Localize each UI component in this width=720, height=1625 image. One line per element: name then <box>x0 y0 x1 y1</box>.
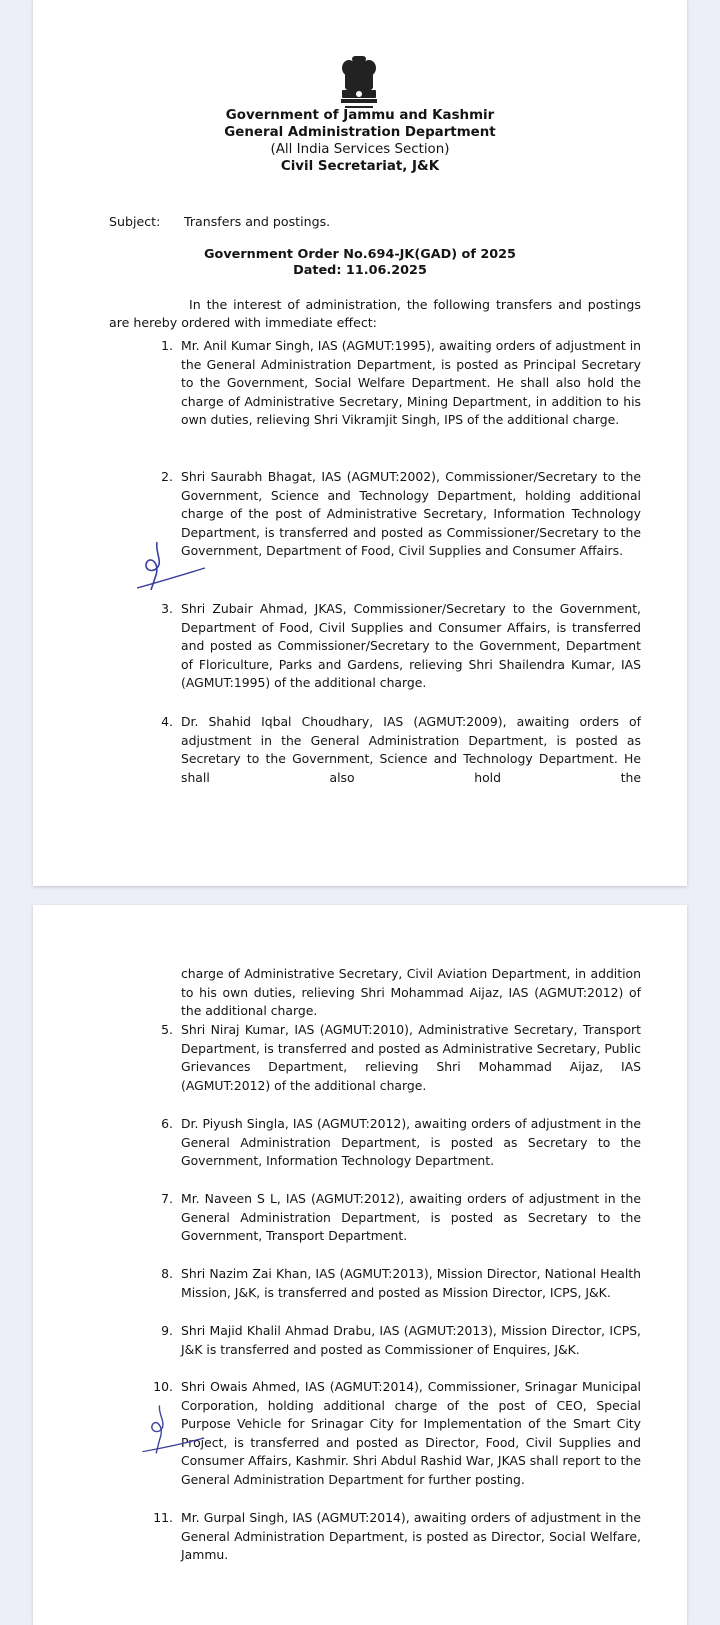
header-government: Government of Jammu and Kashmir <box>225 108 495 123</box>
subject-label: Subject: <box>109 214 161 229</box>
order-date: Dated: 11.06.2025 <box>293 263 427 278</box>
item-text: Shri Nazim Zai Khan, IAS (AGMUT:2013), Mission Director, National Health Mission, J&K, is transferred and posted as Mission Director, ICPS, J&K. <box>181 1266 641 1300</box>
list-item <box>153 1378 641 1490</box>
list-item <box>153 1509 641 1565</box>
subject-text: Transfers and postings. <box>184 214 331 229</box>
order-number: Government Order No.694-JK(GAD) of 2025 <box>204 247 516 262</box>
item-number: 5. <box>161 1022 173 1037</box>
list-item <box>161 1021 641 1095</box>
order-heading <box>33 247 687 279</box>
list-item <box>161 1115 641 1171</box>
item-text: Dr. Piyush Singla, IAS (AGMUT:2012), awaiting orders of adjustment in the General Administration Department, is posted as Secretary to the Government, Information Technology Department. <box>181 1116 641 1169</box>
subject-line <box>109 214 330 229</box>
item-text: Dr. Shahid Iqbal Choudhary, IAS (AGMUT:2009), awaiting orders of adjustment in the General Administration Department, is posted as Secretary to the Government, Science and Technology Department. He shall also hold the <box>181 714 641 785</box>
item-text: Shri Owais Ahmed, IAS (AGMUT:2014), Commissioner, Srinagar Municipal Corporation, holding additional charge of the post of CEO, Special Purpose Vehicle for Srinagar City for Implementation of the Smart City Project, is transferred and posted as Director, Food, Civil Supplies and Consumer Affairs, Kashmir. Shri Abdul Rashid War, JKAS shall report to the General Administration Department for further posting. <box>181 1379 641 1487</box>
item-number: 10. <box>153 1379 173 1394</box>
item-text: Shri Niraj Kumar, IAS (AGMUT:2010), Administrative Secretary, Transport Department, is transferred and posted as Administrative Secretary, Public Grievances Department, relieving Shri Mohammad Aijaz, IAS (AGMUT:2012) of the additional charge. <box>181 1022 641 1093</box>
list-item <box>161 713 641 787</box>
list-item <box>161 1190 641 1246</box>
item-number: 3. <box>161 601 173 616</box>
document-header <box>33 107 687 175</box>
item-number: 4. <box>161 714 173 729</box>
item-number: 8. <box>161 1266 173 1281</box>
document-page-2 <box>33 905 687 1625</box>
item-text: Mr. Anil Kumar Singh, IAS (AGMUT:1995), awaiting orders of adjustment in the General Administration Department, is posted as Principal Secretary to the Government, Social Welfare Department. He shall also hold the charge of Administrative Secretary, Mining Department, in addition to his own duties, relieving Shri Vikramjit Singh, IPS of the additional charge. <box>181 338 641 428</box>
item-text: Shri Zubair Ahmad, JKAS, Commissioner/Secretary to the Government, Department of Food, Civil Supplies and Consumer Affairs, is transferred and posted as Commissioner/Secretary to the Government, Department of Floriculture, Parks and Gardens, relieving Shri Shailendra Kumar, IAS (AGMUT:1995) of the additional charge. <box>181 601 641 691</box>
item-text: Shri Saurabh Bhagat, IAS (AGMUT:2002), Commissioner/Secretary to the Government, Science and Technology Department, holding additional charge of the post of Administrative Secretary, Information Technology Department, is transferred and posted as Commissioner/Secretary to the Government, Department of Food, Civil Supplies and Consumer Affairs. <box>181 469 641 559</box>
list-item <box>161 600 641 693</box>
item-number: 6. <box>161 1116 173 1131</box>
header-secretariat: Civil Secretariat, J&K <box>280 159 440 174</box>
list-item <box>161 1322 641 1359</box>
item-number: 2. <box>161 469 173 484</box>
signature-initial <box>133 538 213 598</box>
list-item <box>161 468 641 561</box>
header-department: General Administration Department <box>224 125 496 140</box>
signature-initial <box>135 1402 215 1462</box>
item-number: 7. <box>161 1191 173 1206</box>
document-page-1 <box>33 0 687 886</box>
item-number: 9. <box>161 1323 173 1338</box>
item-text: Shri Majid Khalil Ahmad Drabu, IAS (AGMUT:2013), Mission Director, ICPS, J&K is transferred and posted as Commissioner of Enquires, J&K. <box>181 1323 641 1357</box>
list-item <box>161 1265 641 1302</box>
list-item-continuation <box>181 965 641 1021</box>
item-number: 11. <box>153 1510 173 1525</box>
header-section: (All India Services Section) <box>270 142 450 157</box>
national-emblem-icon <box>333 52 385 114</box>
item-text: Mr. Gurpal Singh, IAS (AGMUT:2014), awaiting orders of adjustment in the General Administration Department, is posted as Director, Social Welfare, Jammu. <box>181 1510 641 1563</box>
item-text: charge of Administrative Secretary, Civil Aviation Department, in addition to his own duties, relieving Shri Mohammad Aijaz, IAS (AGMUT:2012) of the additional charge. <box>181 966 641 1019</box>
intro-paragraph: In the interest of administration, the following transfers and postings are hereby ordered with immediate effect: <box>109 297 641 330</box>
list-item <box>161 337 641 430</box>
item-number: 1. <box>161 338 173 353</box>
item-text: Mr. Naveen S L, IAS (AGMUT:2012), awaiting orders of adjustment in the General Administration Department, is posted as Secretary to the Government, Transport Department. <box>181 1191 641 1244</box>
